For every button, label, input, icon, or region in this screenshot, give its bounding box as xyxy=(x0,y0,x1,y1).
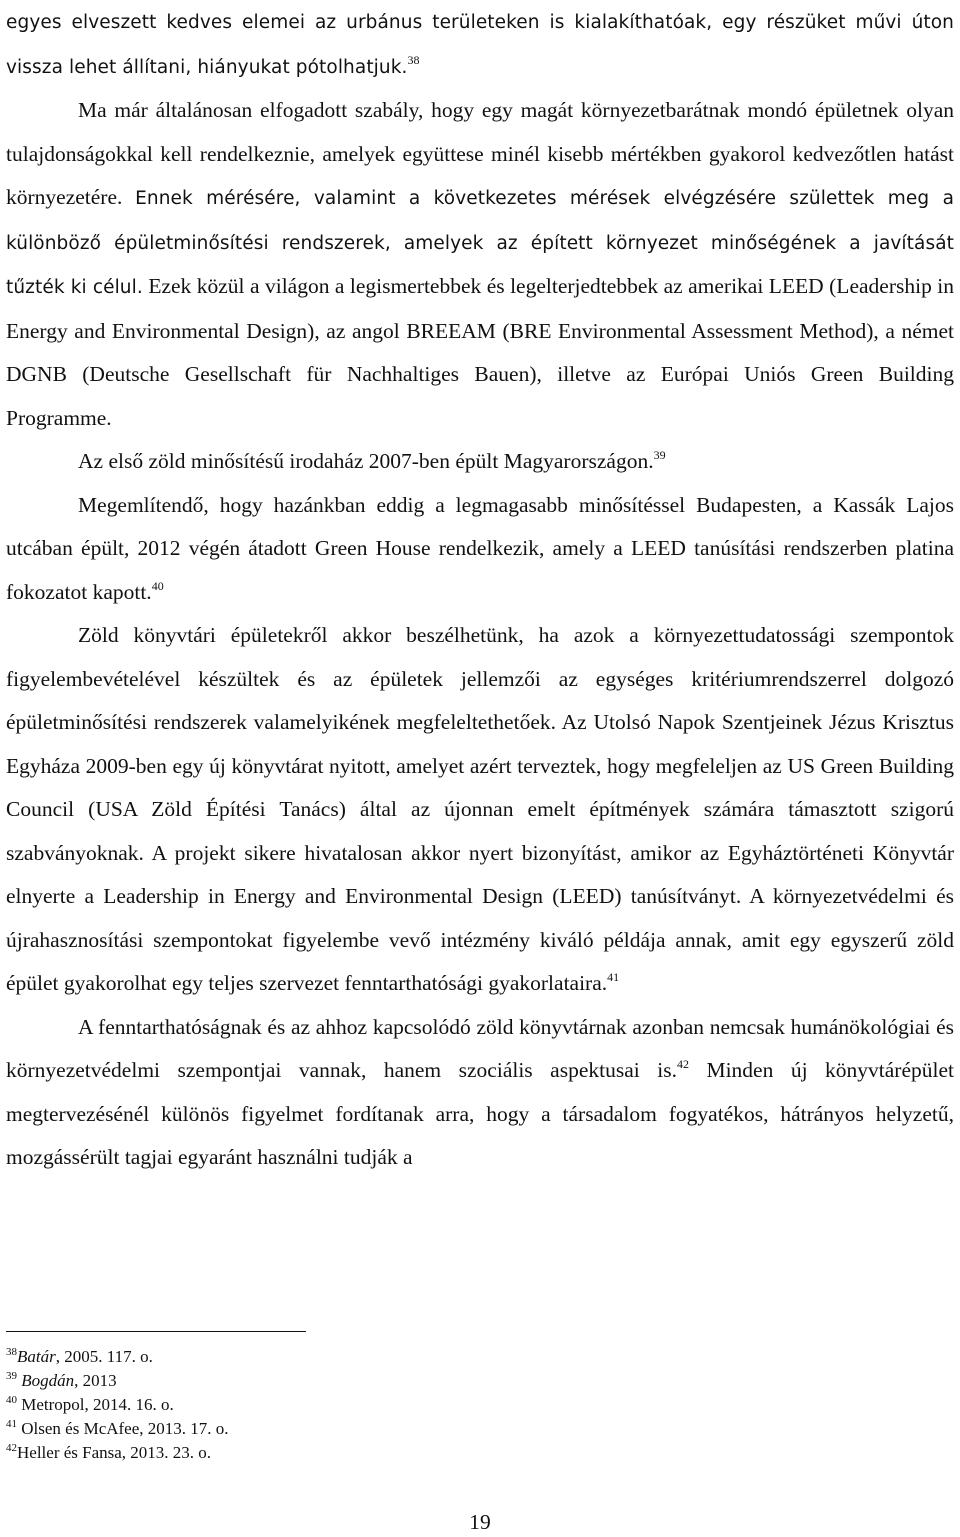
footnote-40: $^{40}$ Metropol, 2014. 16. o. xyxy=(6,1394,174,1414)
footnote-author: Bogdán xyxy=(21,1371,75,1390)
footnote-42: $^{42}$Heller és Fansa, 2013. 23. o. xyxy=(6,1442,212,1462)
footnote-ref-41: 41 xyxy=(607,970,620,984)
paragraph-text-b: A projekt sikere hivatalosan akkor nyert bizonyítást, amikor az Egyháztörténeti Könyvtár elnyerte a Leadership in Energy and Environmental Design (LEED) tanúsítványt. xyxy=(6,840,954,908)
paragraph-green-libraries xyxy=(6,614,954,1006)
paragraph-continuation xyxy=(6,0,954,89)
paragraph-text: egyes elveszett kedves elemei az urbánus területeken is kialakíthatóak, egy részüket művi úton vissza lehet állítani, hiányukat pótolhatjuk. xyxy=(6,12,954,78)
paragraph-text-b: Ennek mérésére, valamint a következetes mérések elvégzésére születtek meg a különböző épületminősítési rendszerek, amelyek az épített környezet minőségének a javítását tűzték ki célul. xyxy=(6,188,954,298)
footnote-ref-42: 42 xyxy=(676,1057,689,1071)
footnote-text: Heller és Fansa, 2013. 23. o. xyxy=(17,1443,212,1462)
body-text xyxy=(6,0,954,1180)
footnote-ref-40: 40 xyxy=(151,578,164,593)
footnote-38: $^{38}$Batár, 2005. 117. o. xyxy=(6,1346,153,1366)
footnote-text: , 2005. 117. o. xyxy=(55,1347,153,1366)
footnotes xyxy=(6,1345,606,1465)
paragraph-text-a: Zöld könyvtári épületekről akkor beszélhetünk, ha azok a környezettudatossági szempontok figyelembevételével készültek és az épületek jellemzői az egységes kritériumrendszerrel dolgozó épületminősítési rendszerek valamelyikének megfeleltethetőek. Az Utolsó Napok Szentjeinek Jézus Krisztus Egyháza 2009-ben egy új könyvtárat nyitott, amelyet azért terveztek, hogy megfeleljen az US Green Building Council (USA Zöld Építési Tanács) által az újonnan emelt építmények számára támasztott szigorú szabványoknak. xyxy=(6,623,954,865)
paragraph-social-aspects xyxy=(6,1006,954,1180)
footnote-text: Metropol, 2014. 16. o. xyxy=(21,1395,174,1414)
footnote-author: Batár xyxy=(17,1347,56,1366)
paragraph-text-a: A fenntarthatóságnak és az ahhoz kapcsolódó zöld könyvtárnak azonban nemcsak humánökológiai és környezetvédelmi szempontjai vannak, hanem szociális aspektusai is. xyxy=(6,1014,954,1082)
footnote-separator xyxy=(6,1331,306,1332)
footnote-39: $^{39}$ Bogdán, 2013 xyxy=(6,1370,117,1390)
paragraph-certification-systems xyxy=(6,89,954,440)
footnote-ref-38: 38 xyxy=(407,52,420,67)
paragraph-text-c: Ezek közül a világon a legismertebbek és legelterjedtebbek az amerikai LEED (Leadership in Energy and Environmental Design), az angol BREEAM (BRE Environmental Assessment Method), a német DGNB (Deutsche Gesellschaft für Nachhaltiges Bauen), illetve az Európai Uniós Green Building Programme. xyxy=(6,274,954,430)
footnote-41: $^{41}$ Olsen és McAfee, 2013. 17. o. xyxy=(6,1418,229,1438)
paragraph-green-house xyxy=(6,484,954,615)
paragraph-text-a: Ma már általánosan elfogadott szabály, hogy egy magát környezetbarátnak mondó épületnek olyan tulajdonságokkal kell rendelkeznie, amelyek együttese minél kisebb mértékben gyakorol kedvezőtlen hatást környezetére. xyxy=(6,98,954,209)
paragraph-text: Megemlítendő, hogy hazánkban eddig a legmagasabb minősítéssel Budapesten, a Kassák Lajos utcában épült, 2012 végén átadott Green House rendelkezik, amely a LEED tanúsítási rendszerben platina fokozatot kapott. xyxy=(6,492,954,604)
footnote-text: Olsen és McAfee, 2013. 17. o. xyxy=(21,1419,229,1438)
paragraph-text-c: A környezetvédelmi és újrahasznosítási szempontokat figyelembe vevő intézmény kiváló példája annak, amit egy egyszerű zöld épület gyakorolhat egy teljes szervezet fenntarthatósági gyakorlataira. xyxy=(6,884,954,995)
footnote-ref-39: 39 xyxy=(653,448,666,462)
footnote-text: , 2013 xyxy=(74,1371,117,1390)
page-number: 19 xyxy=(469,1510,491,1534)
paragraph-text-b: Minden új könyvtárépület megtervezésénél különös figyelmet fordítanak arra, hogy a társadalom fogyatékos, hátrányos helyzetű, mozgássérült tagjai egyaránt használni tudják a xyxy=(6,1058,954,1169)
paragraph-first-green-office xyxy=(6,440,954,484)
document-page xyxy=(6,0,954,1180)
paragraph-text: Az első zöld minősítésű irodaház 2007-ben épült Magyarországon. xyxy=(78,449,654,473)
